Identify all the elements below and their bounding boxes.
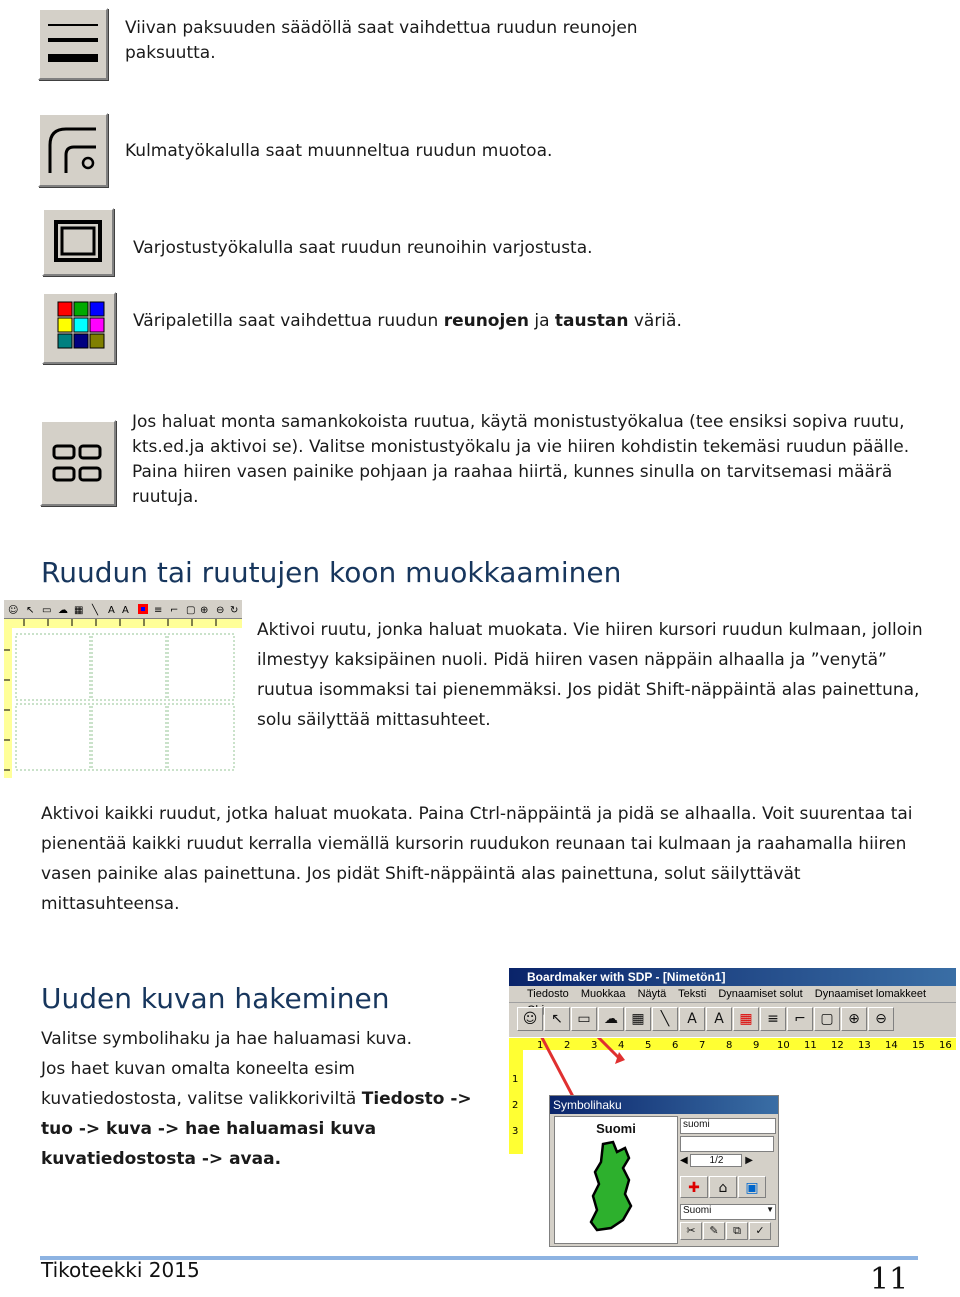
resize-screenshot <box>4 600 242 778</box>
svg-text:A: A <box>108 605 115 616</box>
text-color-icon[interactable]: A <box>706 1007 732 1031</box>
svg-text:↻: ↻ <box>230 605 239 616</box>
svg-text:⌐: ⌐ <box>170 605 179 616</box>
line-thickness-tool-icon <box>38 8 108 80</box>
ruler-label: 3 <box>591 1040 598 1051</box>
new-image-paragraph: Valitse symbolihaku ja hae haluamasi kuva. Jos haet kuvan omalta koneelta esim kuvatiedostosta, valitse valikkoriviltä Tiedosto -> tuo -> kuva -> hae haluamasi kuva kuvatiedostosta -> avaa. <box>41 1029 472 1169</box>
ruler-label: 2 <box>564 1040 571 1051</box>
page-nav <box>680 1154 774 1172</box>
zoom-out-icon[interactable]: ⊖ <box>868 1007 894 1031</box>
svg-text:☺: ☺ <box>8 605 19 616</box>
page-number: 11 <box>870 1262 909 1297</box>
category-select[interactable]: Suomi ▼ <box>680 1204 776 1220</box>
svg-text:╲: ╲ <box>92 605 99 616</box>
ruler-label: 3 <box>512 1126 519 1137</box>
search-field-2[interactable] <box>680 1136 774 1152</box>
symbol-finder-titlebar: Symbolihaku <box>550 1096 778 1114</box>
svg-text:↖: ↖ <box>26 605 35 616</box>
page-counter: 1/2 <box>690 1154 742 1167</box>
copy-icon[interactable]: ⧉ <box>726 1222 748 1240</box>
line-icon[interactable]: ╲ <box>652 1007 678 1031</box>
duplicate-tool-icon <box>40 420 116 506</box>
boardmaker-window <box>509 968 956 1248</box>
menu-item[interactable]: Teksti <box>678 988 707 1000</box>
menu-item[interactable]: Dynaamiset lomakkeet <box>814 988 927 1000</box>
ruler-label: 5 <box>645 1040 652 1051</box>
boardmaker-titlebar: Boardmaker with SDP - [Nimetön1] <box>509 968 956 986</box>
ruler-label: 12 <box>831 1040 844 1051</box>
shadow-tool-icon <box>42 208 114 276</box>
svg-text:⊖: ⊖ <box>216 605 225 616</box>
mini-toolbar-icons <box>4 600 242 778</box>
ruler-label: 16 <box>939 1040 952 1051</box>
menu-item[interactable]: Dynaamiset solut <box>718 988 803 1000</box>
tools-icon[interactable]: ✂ <box>680 1222 702 1240</box>
bold-symbolihaku: symbolihaku <box>102 1029 210 1049</box>
button-tool-icon[interactable]: ▭ <box>571 1007 597 1031</box>
ruler-label: 9 <box>753 1040 760 1051</box>
tool-text-line-thickness: Viivan paksuuden säädöllä saat vaihdettua ruudun reunojen paksuutta. <box>125 18 638 63</box>
search-field[interactable]: suomi <box>680 1118 776 1134</box>
finland-map-icon <box>555 1136 677 1236</box>
image-icon[interactable]: ▣ <box>738 1176 766 1198</box>
svg-text:▦: ▦ <box>74 605 84 616</box>
resize-paragraph-1: Aktivoi ruutu, jonka haluat muokata. Vie hiiren kursori ruudun kulmaan, jolloin ilmestyy kaksipäinen nuoli. Pidä hiiren vasen näppäin alhaalla ja ”venytä” ruutua isommaksi tai pienemmäksi. Jos pidät Shift-näppäintä alas painettuna, solu säilyttää mittasuhteet. <box>257 620 923 730</box>
freeform-icon[interactable]: ☁ <box>598 1007 624 1031</box>
tool-text-shadow: Varjostustyökalulla saat ruudun reunoihin varjostusta. <box>133 238 593 258</box>
svg-text:A: A <box>122 605 129 616</box>
ruler-label: 8 <box>726 1040 733 1051</box>
corner-tool-icon <box>38 113 108 187</box>
ruler-label: 14 <box>885 1040 898 1051</box>
edit-icon[interactable]: ✎ <box>703 1222 725 1240</box>
svg-text:▢: ▢ <box>186 605 196 616</box>
symbol-label: Suomi <box>596 1121 636 1136</box>
menu-item[interactable]: Muokkaa <box>580 988 626 1000</box>
menu-item[interactable]: Näytä <box>637 988 667 1000</box>
ruler-label: 6 <box>672 1040 679 1051</box>
resize-paragraph-2: Aktivoi kaikki ruudut, jotka haluat muokata. Paina Ctrl-näppäintä ja pidä se alhaalla. Voit suurentaa tai pienentää kaikki ruudut kerralla viemällä kursorin ruudukon reunaan tai kulmaan ja raahamalla hiiren vasen painike alas painettuna. Jos pidät Shift-näppäintä alas painettuna, solut säilyttävät mittasuhteensa. <box>41 804 913 914</box>
symbol-finder-dialog <box>549 1095 779 1247</box>
svg-text:☁: ☁ <box>58 605 68 616</box>
tool-text-corner: Kulmatyökalulla saat muunneltua ruudun muotoa. <box>125 141 553 161</box>
categories-icon[interactable]: ✚ <box>680 1176 708 1198</box>
color-palette-tool-icon <box>42 292 116 364</box>
bold-menu-path: Tiedosto -> tuo -> kuva -> hae haluamasi kuva kuvatiedostosta -> avaa. <box>41 1089 472 1169</box>
ruler-label: 1 <box>537 1040 544 1051</box>
svg-text:≡: ≡ <box>154 605 163 616</box>
ok-icon[interactable]: ✓ <box>749 1222 771 1240</box>
ruler-label: 2 <box>512 1100 519 1111</box>
shadow-frame-icon <box>44 210 112 274</box>
next-arrow-icon[interactable]: ▶ <box>745 1155 753 1166</box>
dialog-tool-buttons <box>680 1222 774 1242</box>
ruler-label: 7 <box>699 1040 706 1051</box>
bold-taustan: taustan <box>554 311 629 331</box>
ruler-label: 4 <box>618 1040 625 1051</box>
corner-shape-icon <box>40 115 106 185</box>
footer-left: Tikoteekki 2015 <box>41 1258 200 1282</box>
ruler-label: 11 <box>804 1040 817 1051</box>
tool-text-palette: Väripaletilla saat vaihdettua ruudun reunojen ja taustan väriä. <box>133 311 682 331</box>
bold-reunojen: reunojen <box>443 311 529 331</box>
symbol-preview <box>554 1116 678 1244</box>
symbol-finder-icon[interactable]: ☺ <box>517 1007 543 1031</box>
svg-text:⊕: ⊕ <box>200 605 209 616</box>
zoom-in-icon[interactable]: ⊕ <box>841 1007 867 1031</box>
menu-item[interactable]: Tiedosto <box>527 988 569 1000</box>
tool-text-duplicate: Jos haluat monta samankokoista ruutua, käytä monistustyökalua (tee ensiksi sopiva ruutu, kts.ed.ja aktivoi se). Valitse monistustyökalu ja vie hiiren kohdistin tekemäsi ruudun päälle. Paina hiiren vasen painike pohjaan ja raahaa hiirtä, kunnes sinulla on tarvitsemasi määrä ruutuja. <box>132 412 910 507</box>
boardmaker-toolbar <box>509 1003 956 1037</box>
text-icon[interactable]: A <box>679 1007 705 1031</box>
ruler-label: 1 <box>512 1074 519 1085</box>
pointer-icon[interactable]: ↖ <box>544 1007 570 1031</box>
prev-arrow-icon[interactable]: ◀ <box>680 1155 688 1166</box>
section-heading-new-image: Uuden kuvan hakeminen <box>41 982 390 1015</box>
duplicate-grid-icon <box>42 422 114 504</box>
color-palette-icon <box>44 294 114 362</box>
thickness-icon[interactable]: ≡ <box>760 1007 786 1031</box>
ruler-label: 13 <box>858 1040 871 1051</box>
section-heading-resize: Ruudun tai ruutujen koon muokkaaminen <box>41 556 622 589</box>
grid-icon[interactable]: ▦ <box>625 1007 651 1031</box>
dropdown-arrow-icon[interactable]: ▼ <box>766 1205 774 1214</box>
shadow-icon[interactable]: ▢ <box>814 1007 840 1031</box>
line-thickness-icon <box>40 10 106 78</box>
boardmaker-menubar <box>509 986 956 1003</box>
svg-text:▭: ▭ <box>42 605 52 616</box>
ruler-label: 10 <box>777 1040 790 1051</box>
house-icon[interactable]: ⌂ <box>709 1176 737 1198</box>
category-buttons <box>680 1176 774 1200</box>
corner-icon[interactable]: ⌐ <box>787 1007 813 1031</box>
ruler-label: 15 <box>912 1040 925 1051</box>
palette-icon[interactable]: ▦ <box>733 1007 759 1031</box>
